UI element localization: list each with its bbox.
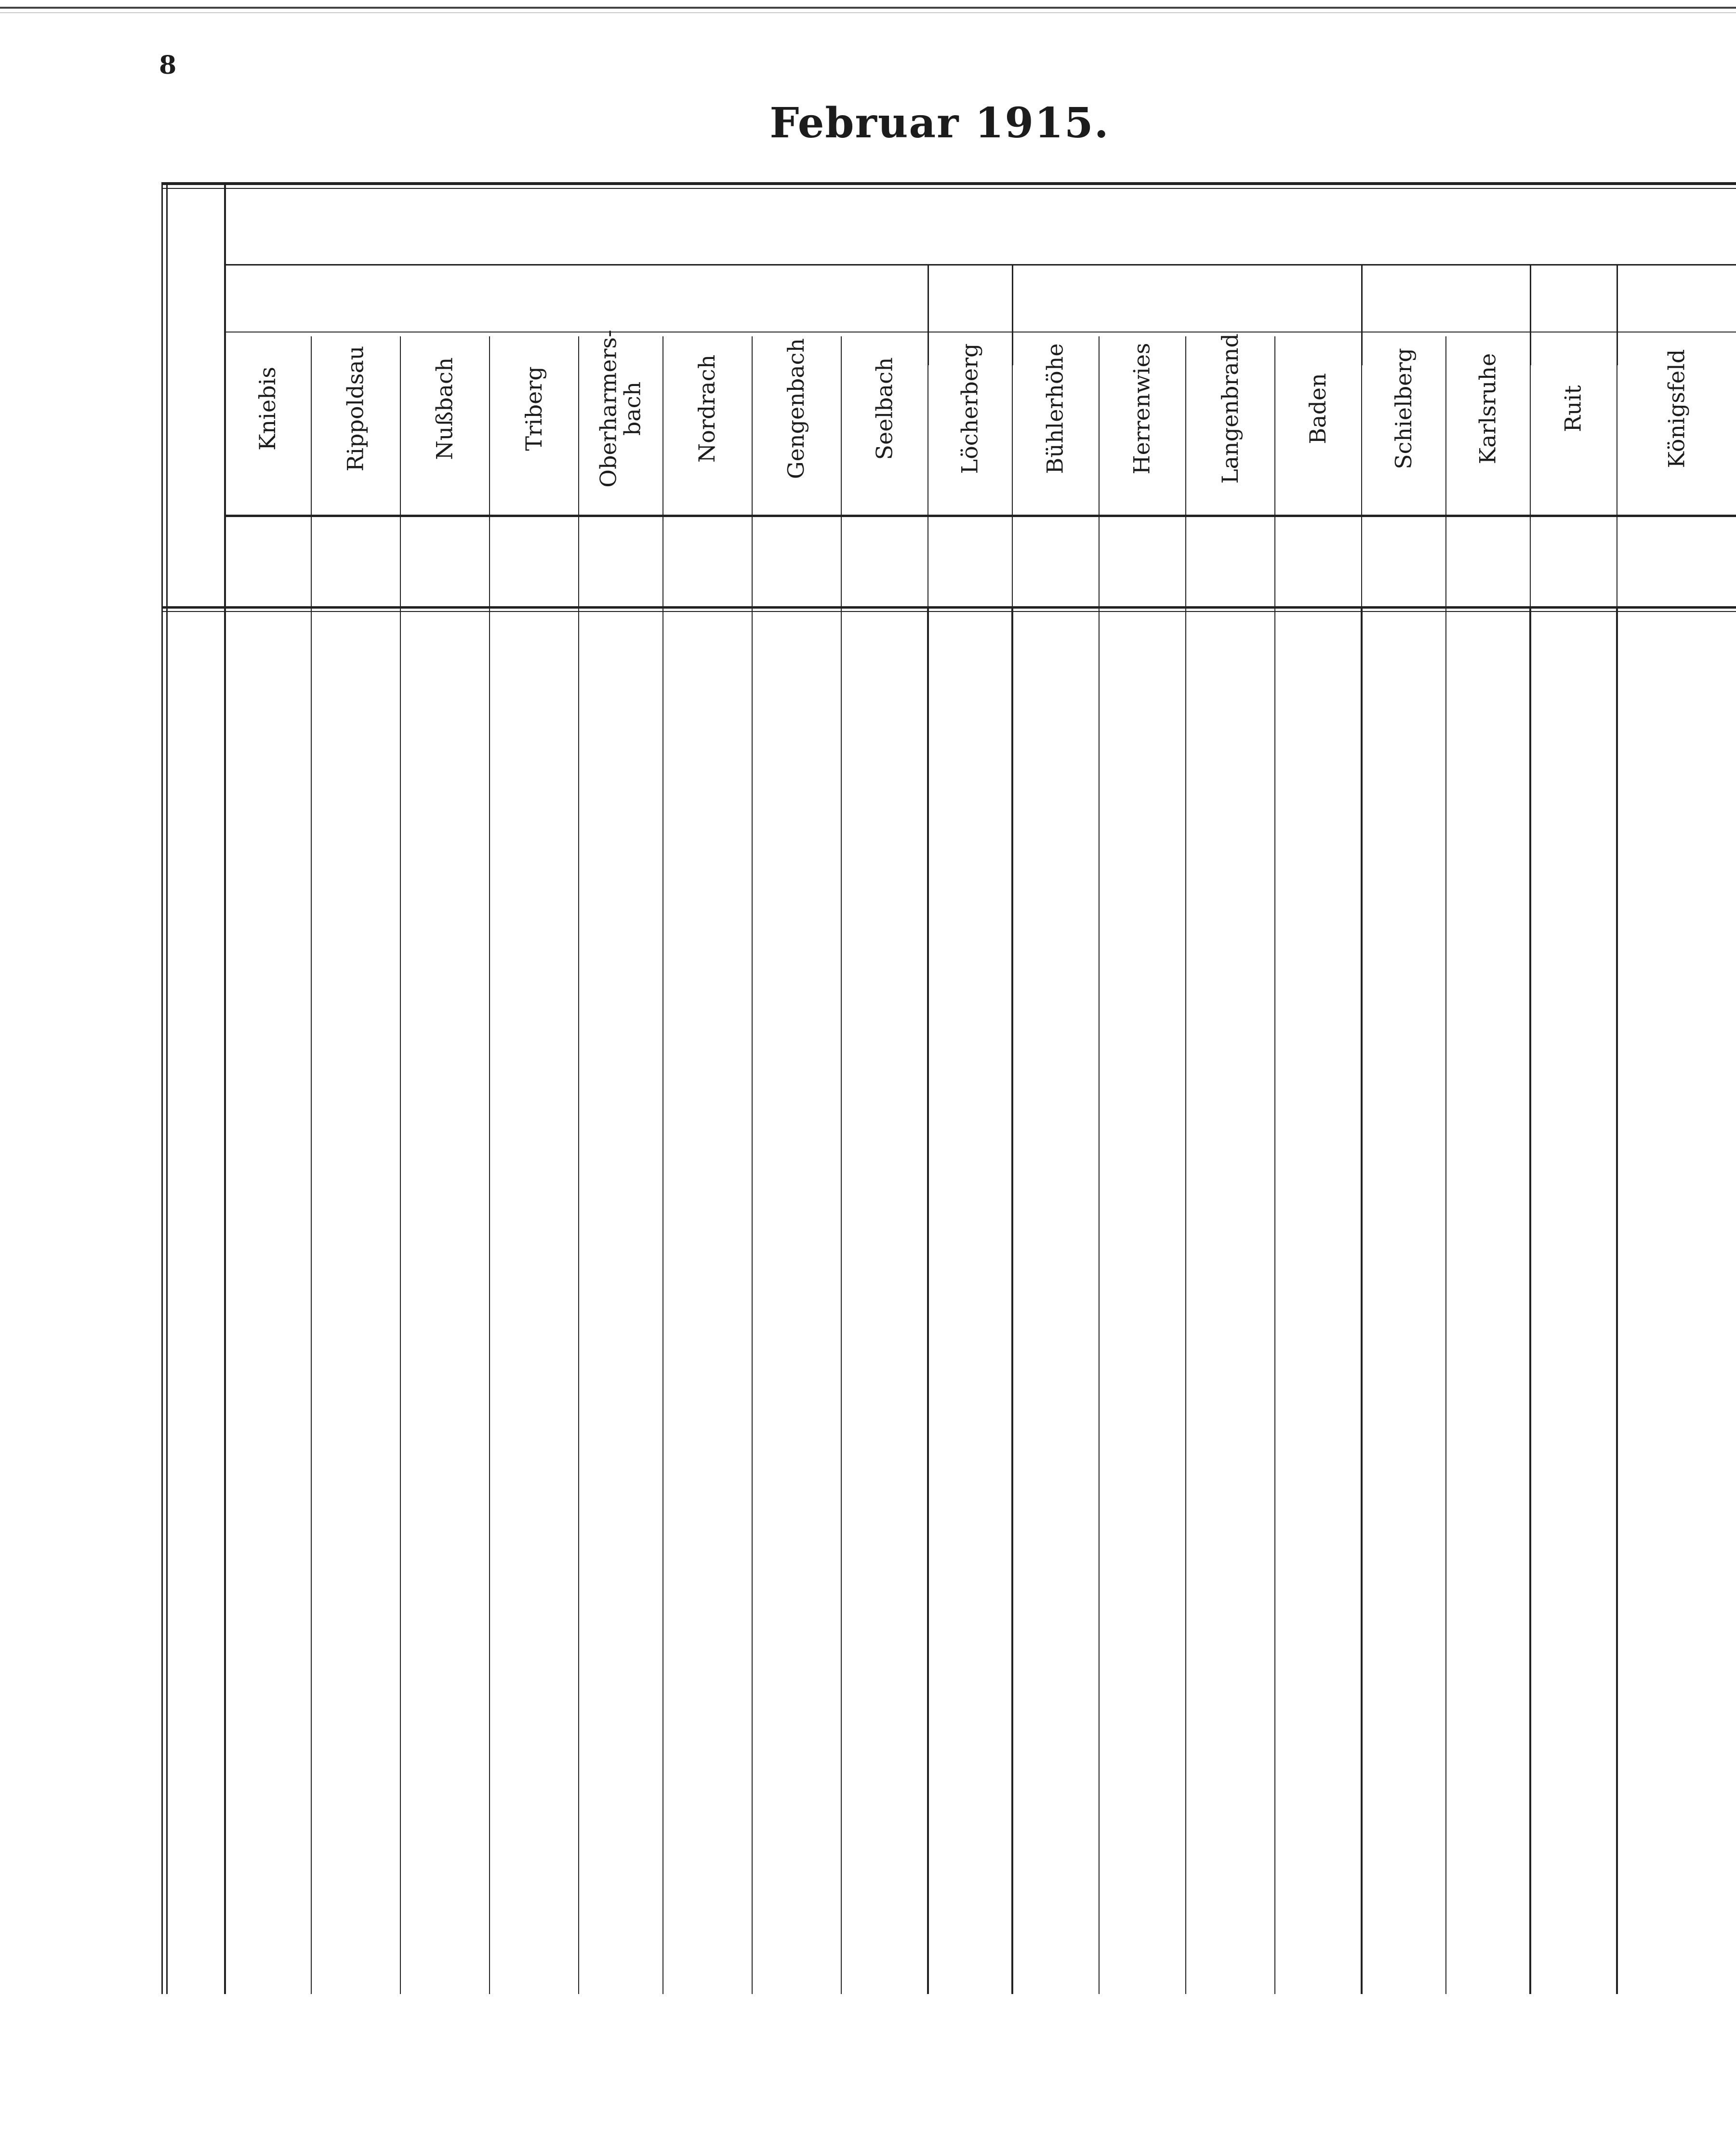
station-name: Langenbrand — [1217, 333, 1243, 484]
station-header — [1617, 336, 1736, 481]
station-name: Königsfeld — [1663, 349, 1689, 468]
station-header — [1185, 333, 1274, 484]
data-column-rule — [841, 775, 842, 1994]
station-rule — [841, 336, 842, 794]
station-name: Ruit — [1560, 385, 1586, 432]
table-left-rule-inner — [166, 182, 168, 1994]
page-title: Februar 1915. — [769, 99, 1110, 147]
height-bottom-rule — [161, 606, 1736, 609]
station-name: Karlsruhe — [1474, 353, 1501, 465]
data-column-rule — [1099, 775, 1100, 1994]
station-rule — [752, 336, 753, 794]
station-name: Rippoldsau — [342, 346, 369, 472]
station-header — [1012, 336, 1099, 481]
station-name: Triberg — [520, 366, 547, 451]
station-rule — [1274, 336, 1275, 794]
top-rule — [0, 7, 1736, 9]
station-name: Gengenbach — [783, 338, 809, 479]
height-bottom-rule-thin — [161, 611, 1736, 612]
station-name: Nordrach — [694, 354, 720, 463]
rainfall-table — [161, 182, 1736, 1994]
group-column-rule — [1011, 606, 1013, 1994]
station-name: Baden — [1305, 373, 1331, 444]
group-column-rule — [1529, 606, 1531, 1994]
station-name: Schielberg — [1390, 348, 1417, 469]
data-column-rule — [400, 775, 401, 1994]
station-header — [1099, 336, 1185, 481]
data-column-rule — [1185, 775, 1186, 1994]
station-header — [841, 336, 928, 481]
table-top-rule — [161, 182, 1736, 185]
station-header — [1445, 336, 1530, 481]
station-rule — [400, 336, 401, 794]
station-name: Bühlerhöhe — [1042, 343, 1068, 474]
data-column-rule — [752, 775, 753, 1994]
station-header — [1361, 336, 1445, 481]
station-header — [400, 336, 489, 481]
station-header — [489, 336, 578, 481]
station-name: Oberharmers- bach — [595, 330, 646, 488]
station-rule — [489, 336, 490, 794]
station-header — [663, 336, 752, 481]
table-top-rule-thin — [161, 188, 1736, 189]
data-column-rule — [489, 775, 490, 1994]
station-rule — [311, 336, 312, 794]
station-name: Herrenwies — [1129, 343, 1155, 475]
station-header — [311, 336, 400, 481]
station-header — [578, 330, 663, 488]
group-column-rule — [927, 606, 929, 1994]
station-rule — [1099, 336, 1100, 794]
station-name: Löcherberg — [956, 343, 983, 474]
data-column-rule — [1274, 775, 1275, 1994]
station-header — [928, 336, 1012, 481]
station-header — [1530, 336, 1617, 481]
station-rule — [578, 336, 579, 794]
data-column-rule — [311, 775, 312, 1994]
table-left-rule — [161, 182, 163, 1994]
station-name: Nußbach — [431, 357, 458, 460]
station-header — [752, 336, 841, 481]
station-name: Seelbach — [871, 357, 897, 460]
station-header — [1274, 336, 1361, 481]
station-header — [224, 336, 311, 481]
data-column-rule — [578, 775, 579, 1994]
page-number: 8 — [159, 51, 177, 80]
station-rule — [1445, 336, 1446, 794]
region-rule — [224, 264, 1736, 266]
group-column-rule — [1361, 606, 1363, 1994]
header-bottom-rule — [224, 515, 1736, 517]
group-column-rule — [1616, 606, 1618, 1994]
station-name: Kniebis — [254, 367, 280, 451]
data-column-rule — [1445, 775, 1446, 1994]
station-rule — [1185, 336, 1186, 794]
